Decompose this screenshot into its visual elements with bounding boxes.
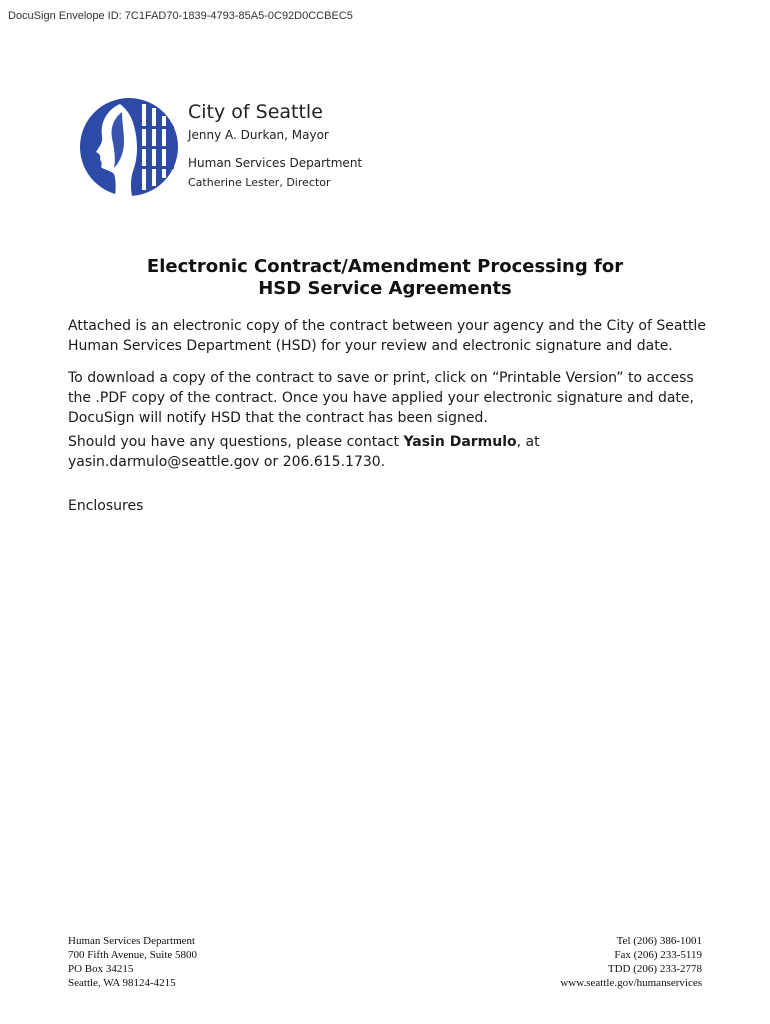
footer-address-line: Human Services Department: [68, 935, 196, 947]
paragraph-attached: Attached is an electronic copy of the contract between your agency and the City of Seattle Human Services Department (HSD) for your review and electronic signature and date.: [68, 318, 706, 354]
footer-tdd: TDD (206) 233-2778: [607, 963, 702, 975]
title-line-2: HSD Service Agreements: [258, 278, 512, 299]
letterhead: [188, 100, 362, 189]
footer-address: [68, 934, 197, 990]
city-name: City of Seattle: [188, 101, 323, 123]
paragraph-download: To download a copy of the contract to save or print, click on “Printable Version” to access the .PDF copy of the contract. Once you have applied your electronic signature and date, DocuSign will notify HSD that the contract has been signed.: [68, 370, 694, 426]
city-of-seattle-logo: [76, 96, 182, 198]
footer-address-line: PO Box 34215: [68, 963, 134, 975]
contact-text-after: , at yasin.darmulo@seattle.gov or 206.615.1730.: [68, 434, 540, 470]
footer-tel: Tel (206) 386-1001: [616, 935, 702, 947]
document-title: [0, 256, 770, 300]
footer-fax: Fax (206) 233-5119: [614, 949, 702, 961]
footer-contact: [560, 934, 702, 990]
contact-text-before: Should you have any questions, please contact: [68, 434, 404, 450]
footer-address-line: 700 Fifth Avenue, Suite 5800: [68, 949, 198, 961]
director-name: Catherine Lester, Director: [188, 176, 331, 189]
docusign-envelope-id: DocuSign Envelope ID: 7C1FAD70-1839-4793-85A5-0C92D0CCBEC5: [8, 10, 353, 22]
title-line-1: Electronic Contract/Amendment Processing for: [146, 256, 624, 277]
contact-name: Yasin Darmulo: [403, 434, 517, 450]
footer-website: www.seattle.gov/humanservices: [560, 977, 702, 989]
department-name: Human Services Department: [188, 156, 363, 170]
enclosures-label: Enclosures: [68, 498, 144, 514]
footer-address-line: Seattle, WA 98124-4215: [68, 977, 176, 989]
paragraph-contact: [68, 432, 708, 472]
mayor-name: Jenny A. Durkan, Mayor: [188, 128, 329, 142]
